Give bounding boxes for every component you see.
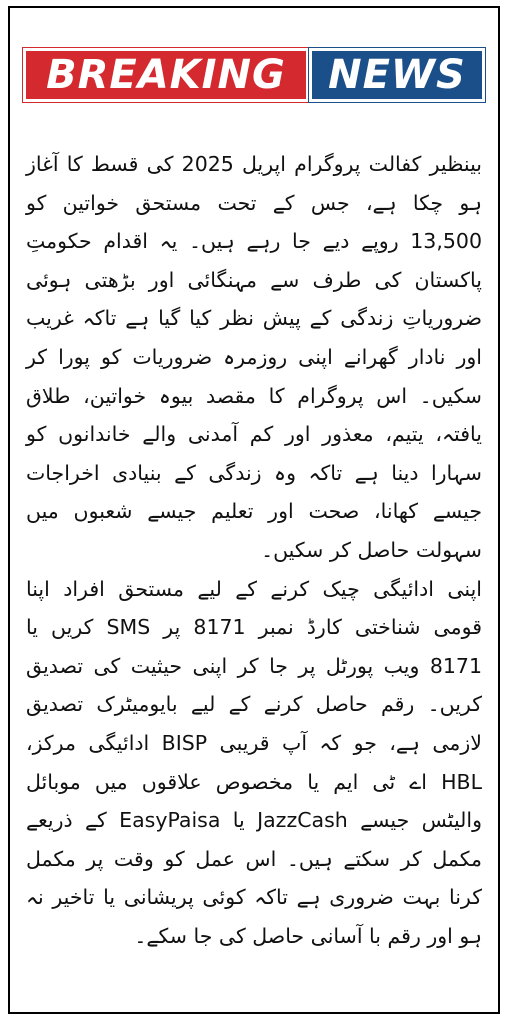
banner-breaking-panel: [23, 48, 309, 102]
banner-breaking-text: BREAKING: [46, 52, 286, 98]
article-body: [26, 145, 482, 955]
article-paragraph-1: بینظیر کفالت پروگرام اپریل 2025 کی قسط کا آغاز ہو چکا ہے، جس کے تحت مستحق خواتین کو 13,500 روپے دیے جا رہے ہیں۔ یہ اقدام حکومتِ پاکستان کی طرف سے مہنگائی اور بڑھتی ہوئی ضروریاتِ زندگی کے پیش نظر کیا گیا ہے تاکہ غریب اور نادار گھرانے اپنی روزمرہ ضروریات کو پورا کر سکیں۔ اس پروگرام کا مقصد بیوہ خواتین، طلاق یافتہ، یتیم، معذور اور کم آمدنی والے خاندانوں کو سہارا دینا ہے تاکہ وہ زندگی کے بنیادی اخراجات جیسے کھانا، صحت اور تعلیم جیسے شعبوں میں سہولت حاصل کر سکیں۔: [26, 152, 483, 562]
banner-news-panel: [309, 48, 485, 102]
breaking-news-banner: [23, 48, 485, 102]
article-paragraph-2: اپنی ادائیگی چیک کرنے کے لیے مستحق افراد اپنا قومی شناختی کارڈ نمبر 8171 پر SMS کریں یا 8171 ویب پورٹل پر جا کر اپنی حیثیت کی تصدیق کریں۔ رقم حاصل کرنے کے لیے بایومیٹرک تصدیق لازمی ہے، جو کہ آپ قریبی BISP ادائیگی مرکز، HBL اے ٹی ایم یا مخصوص علاقوں میں موبائل والیٹس جیسے JazzCash یا EasyPaisa کے ذریعے مکمل کر سکتے ہیں۔ اس عمل کو وقت پر مکمل کرنا بہت ضروری ہے تاکہ کوئی پریشانی یا تاخیر نہ ہو اور رقم با آسانی حاصل کی جا سکے۔: [26, 576, 482, 948]
banner-news-text: NEWS: [328, 52, 466, 98]
